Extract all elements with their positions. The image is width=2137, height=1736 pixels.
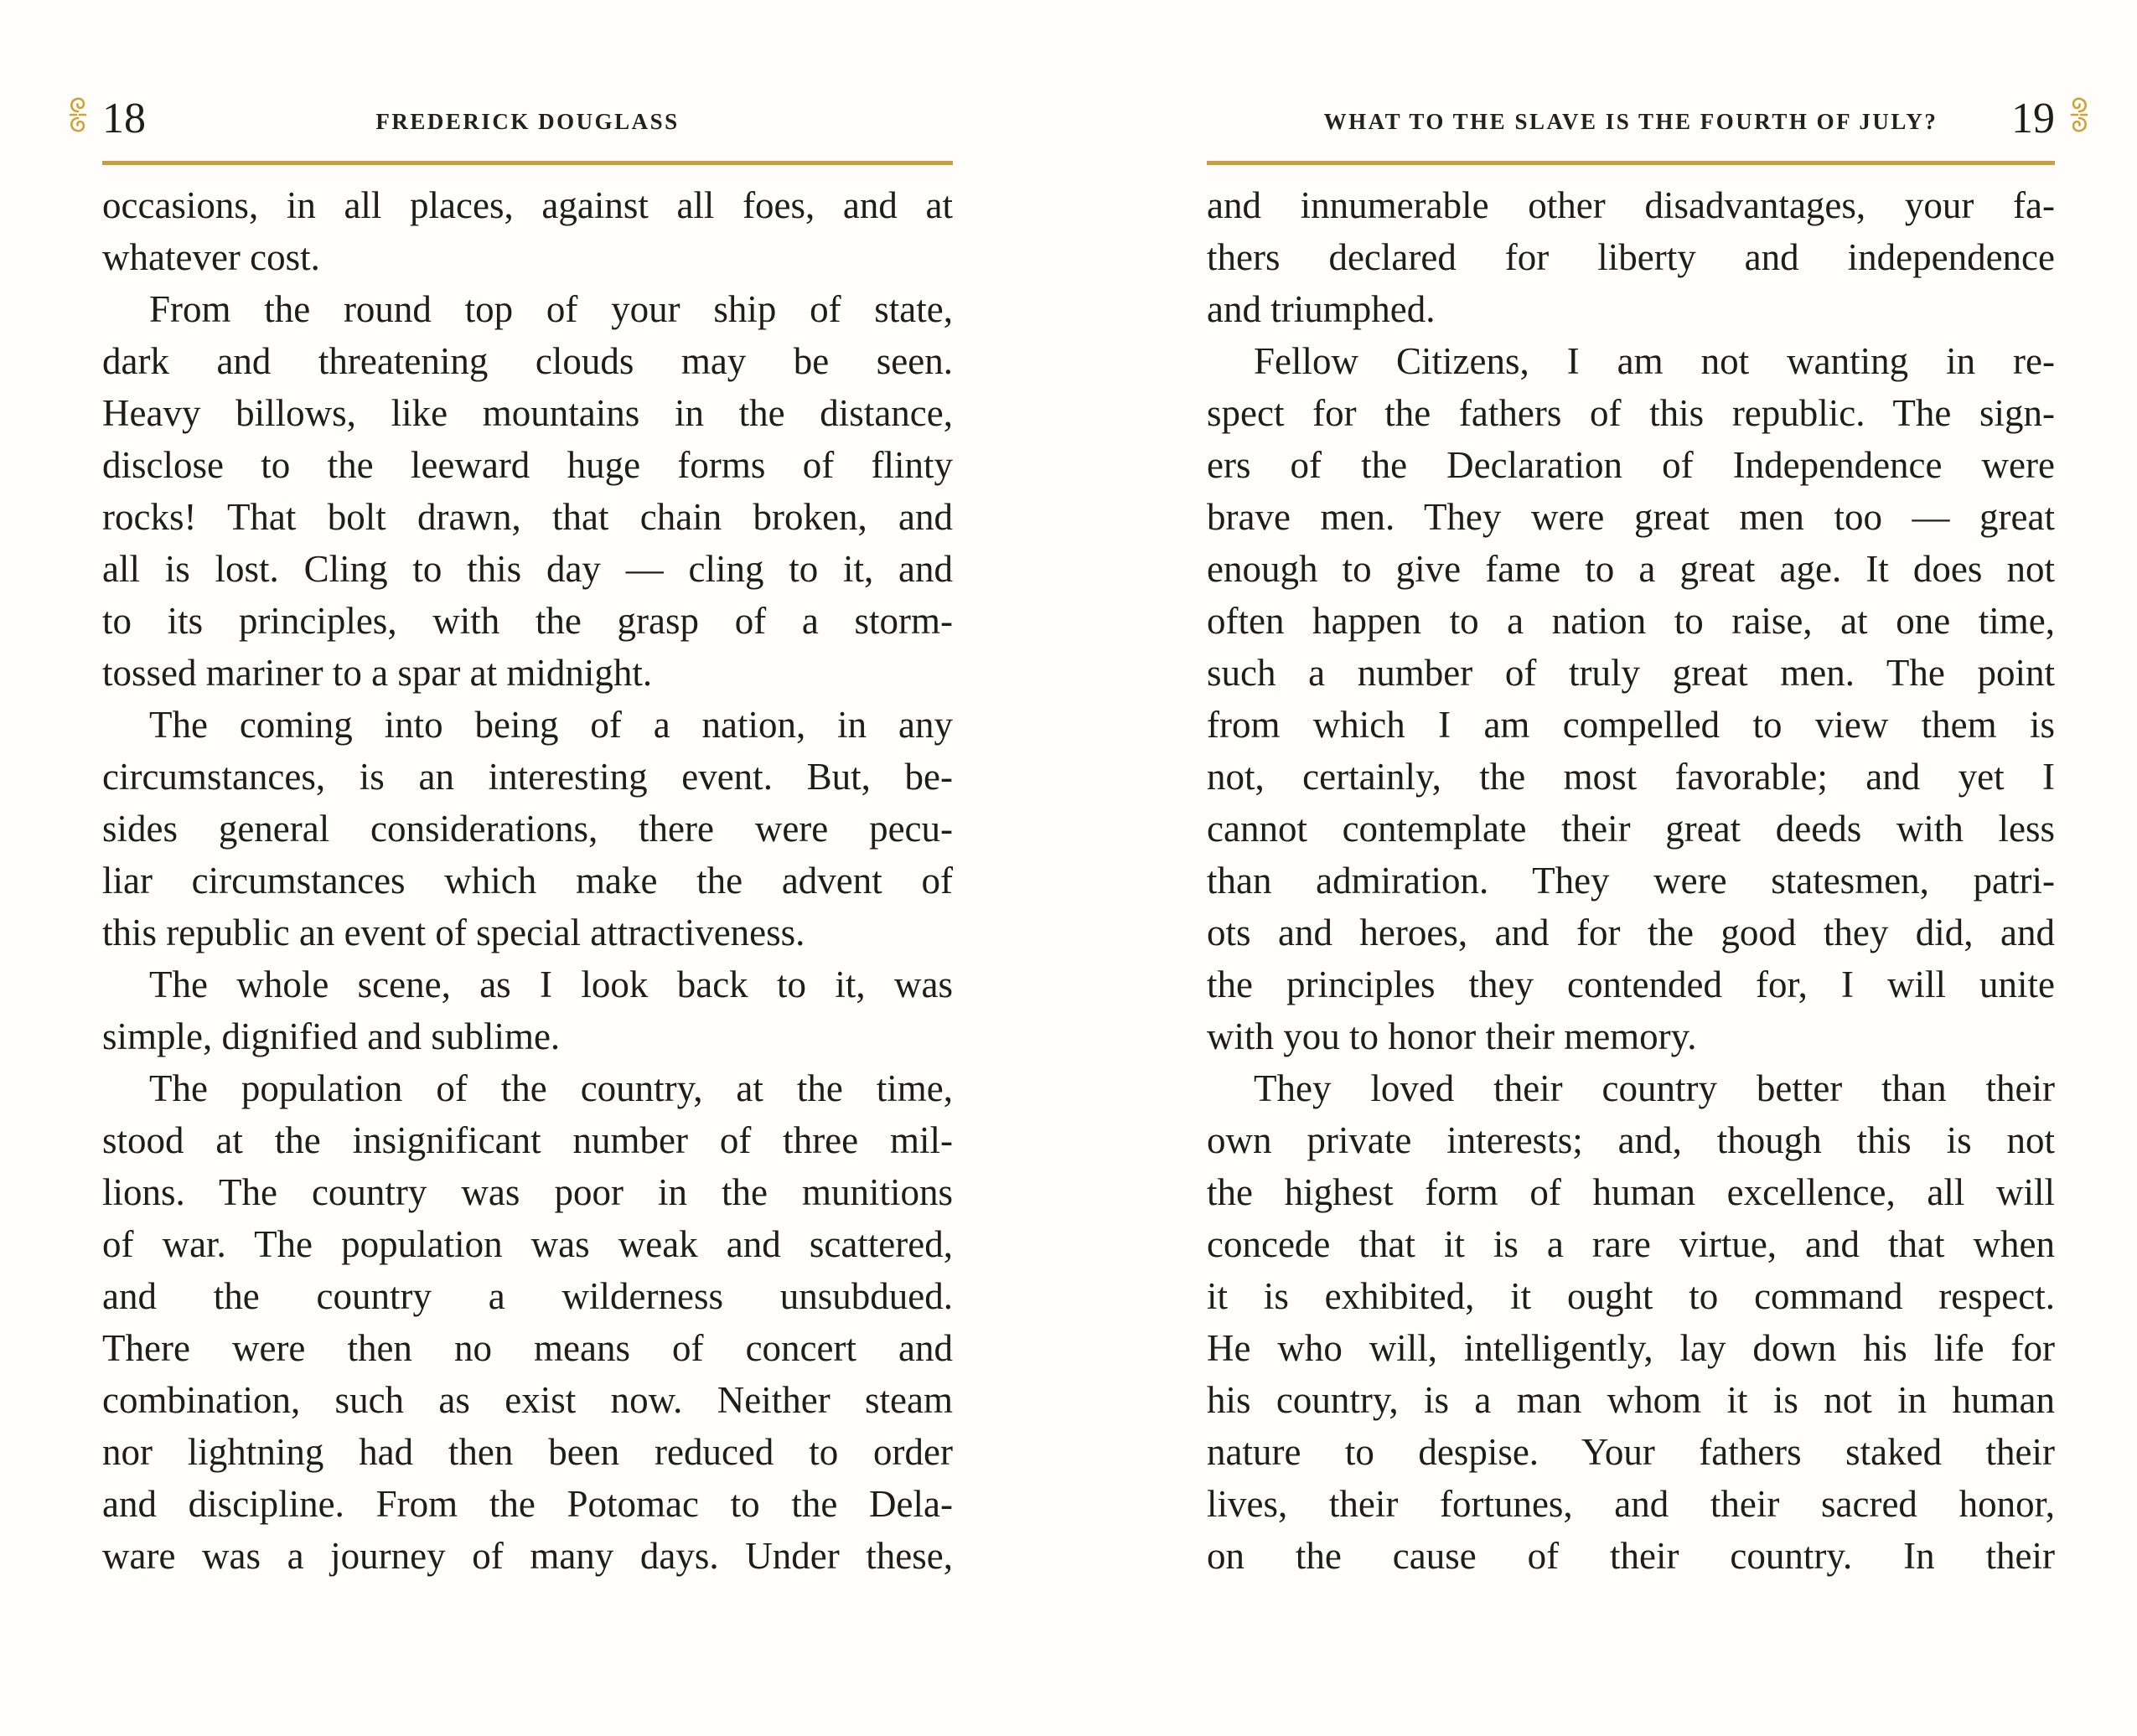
page-right-header: [1207, 80, 2055, 141]
running-head: WHAT TO THE SLAVE IS THE FOURTH OF JULY?: [1323, 109, 1938, 134]
text-line: not, certainly, the most favorable; and yet I: [1207, 756, 2055, 798]
page-right: [1207, 0, 2055, 1736]
text-line: the principles they contended for, I will unite: [1207, 964, 2055, 1005]
text-line: Heavy billows, like mountains in the distance,: [102, 392, 953, 434]
text-line: disclose to the leeward huge forms of flinty: [102, 444, 953, 486]
paragraph: [1207, 1062, 2055, 1582]
text-line: The coming into being of a nation, in any: [149, 704, 953, 746]
paragraph: [102, 1062, 953, 1582]
text-line: He who will, intelligently, lay down his life for: [1207, 1327, 2055, 1369]
text-line: enough to give fame to a great age. It does not: [1207, 548, 2055, 590]
page-left-header: [102, 80, 953, 141]
text-line: all is lost. Cling to this day — cling to it, and: [102, 548, 953, 590]
text-line: nor lightning had then been reduced to order: [102, 1431, 953, 1473]
fleuron-icon: [2068, 90, 2090, 139]
text-line: this republic an event of special attractiveness.: [102, 912, 805, 953]
text-line: concede that it is a rare virtue, and that when: [1207, 1223, 2055, 1265]
text-line: simple, dignified and sublime.: [102, 1015, 561, 1057]
paragraph: [1207, 179, 2055, 335]
text-line: than admiration. They were statesmen, patri-: [1207, 860, 2055, 902]
text-line: ots and heroes, and for the good they did, and: [1207, 912, 2055, 953]
page-left: [102, 0, 953, 1736]
text-line: brave men. They were great men too — great: [1207, 496, 2055, 538]
paragraph: [1207, 335, 2055, 1062]
text-line: and innumerable other disadvantages, your fa-: [1207, 184, 2055, 226]
text-line: often happen to a nation to raise, at one time,: [1207, 600, 2055, 642]
running-head: FREDERICK DOUGLASS: [375, 109, 680, 134]
paragraph: [102, 179, 953, 283]
page-left-body: [102, 179, 953, 1582]
text-line: stood at the insignificant number of three mil-: [102, 1119, 953, 1161]
text-line: The population of the country, at the time,: [149, 1067, 953, 1109]
paragraph: [102, 958, 953, 1062]
paragraph: [102, 283, 953, 699]
text-line: There were then no means of concert and: [102, 1327, 953, 1369]
text-line: lives, their fortunes, and their sacred honor,: [1207, 1483, 2055, 1525]
text-line: From the round top of your ship of state,: [149, 288, 953, 330]
text-line: whatever cost.: [102, 236, 320, 278]
text-line: lions. The country was poor in the munitions: [102, 1171, 953, 1213]
text-line: own private interests; and, though this is not: [1207, 1119, 2055, 1161]
text-line: of war. The population was weak and scattered,: [102, 1223, 953, 1265]
text-line: tossed mariner to a spar at midnight.: [102, 652, 653, 694]
text-line: his country, is a man whom it is not in human: [1207, 1379, 2055, 1421]
text-line: and triumphed.: [1207, 288, 1436, 330]
text-line: Fellow Citizens, I am not wanting in re-: [1254, 340, 2055, 382]
text-line: combination, such as exist now. Neither steam: [102, 1379, 953, 1421]
page-number: 18: [102, 95, 146, 142]
page-right-body: [1207, 179, 2055, 1582]
text-line: rocks! That bolt drawn, that chain broken, and: [102, 496, 953, 538]
fleuron-icon: [67, 90, 89, 139]
text-line: sides general considerations, there were pecu-: [102, 808, 953, 850]
text-line: the highest form of human excellence, all will: [1207, 1171, 2055, 1213]
text-line: to its principles, with the grasp of a storm-: [102, 600, 953, 642]
text-line: nature to despise. Your fathers staked their: [1207, 1431, 2055, 1473]
text-line: occasions, in all places, against all foes, and at: [102, 184, 953, 226]
text-line: such a number of truly great men. The point: [1207, 652, 2055, 694]
text-line: and discipline. From the Potomac to the Dela-: [102, 1483, 953, 1525]
text-line: with you to honor their memory.: [1207, 1015, 1697, 1057]
page-number: 19: [2011, 95, 2055, 142]
text-line: circumstances, is an interesting event. But, be-: [102, 756, 953, 798]
text-line: and the country a wilderness unsubdued.: [102, 1275, 953, 1317]
text-line: on the cause of their country. In their: [1207, 1535, 2055, 1577]
header-rule: [102, 161, 953, 165]
text-line: dark and threatening clouds may be seen.: [102, 340, 953, 382]
text-line: from which I am compelled to view them is: [1207, 704, 2055, 746]
text-line: liar circumstances which make the advent of: [102, 860, 953, 902]
paragraph: [102, 699, 953, 958]
text-line: ers of the Declaration of Independence were: [1207, 444, 2055, 486]
text-line: ware was a journey of many days. Under these,: [102, 1535, 953, 1577]
text-line: spect for the fathers of this republic. The sign-: [1207, 392, 2055, 434]
header-rule: [1207, 161, 2055, 165]
text-line: it is exhibited, it ought to command respect.: [1207, 1275, 2055, 1317]
text-line: The whole scene, as I look back to it, was: [149, 964, 953, 1005]
text-line: They loved their country better than their: [1254, 1067, 2055, 1109]
text-line: thers declared for liberty and independence: [1207, 236, 2055, 278]
text-line: cannot contemplate their great deeds with less: [1207, 808, 2055, 850]
